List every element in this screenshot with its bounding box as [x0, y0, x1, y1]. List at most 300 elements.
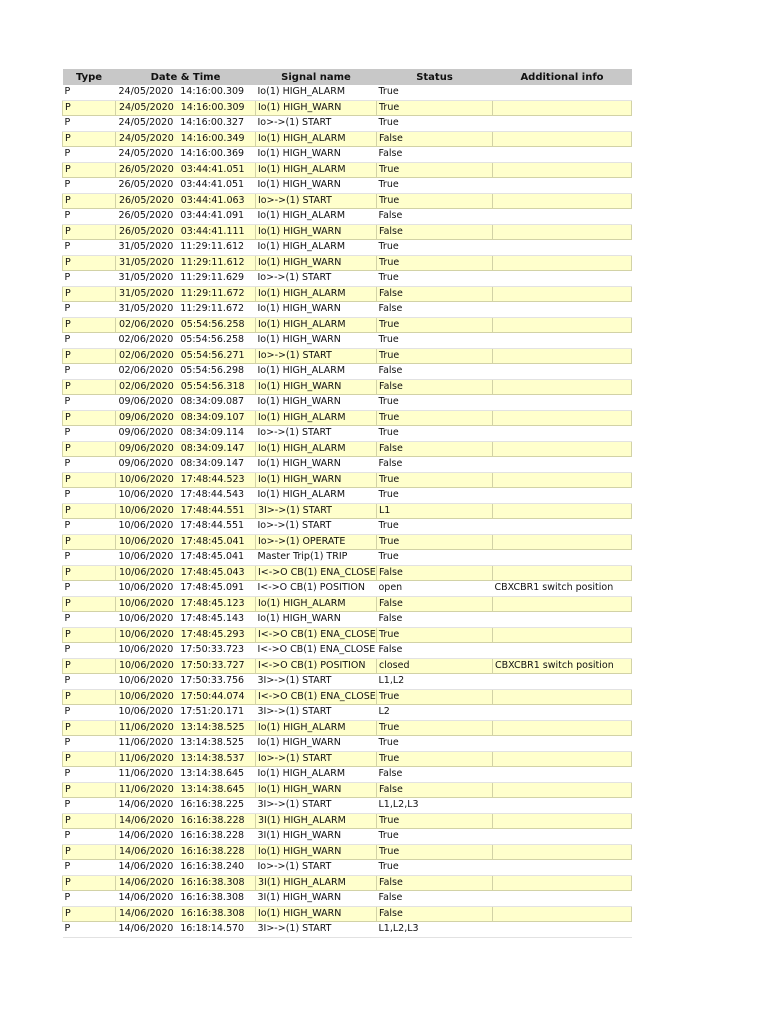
table-row	[63, 689, 632, 705]
event-date: 31/05/2020	[118, 241, 174, 253]
type-cell: P	[63, 612, 116, 628]
event-date: 26/05/2020	[118, 179, 174, 191]
event-date: 14/06/2020	[119, 907, 174, 919]
date-time-cell	[116, 736, 256, 752]
type-cell: P	[63, 798, 116, 814]
date-time-cell	[116, 767, 256, 783]
type-cell: P	[63, 224, 116, 240]
status-cell: True	[377, 519, 493, 535]
table-row	[63, 333, 632, 349]
event-date: 11/06/2020	[118, 737, 174, 749]
type-cell: P	[63, 240, 116, 256]
date-time-cell	[116, 116, 256, 132]
status-cell: False	[377, 147, 493, 163]
type-cell: P	[63, 736, 116, 752]
status-cell: True	[377, 271, 493, 287]
additional-info-cell	[493, 302, 632, 318]
event-time: 11:29:11.612	[180, 256, 245, 268]
type-cell: P	[63, 534, 116, 550]
event-date: 02/06/2020	[118, 365, 174, 377]
status-cell: False	[377, 209, 493, 225]
additional-info-cell	[493, 395, 632, 411]
event-time: 08:34:09.114	[180, 427, 245, 439]
type-cell: P	[63, 829, 116, 845]
type-cell: P	[63, 565, 116, 581]
table-row	[63, 379, 632, 395]
status-cell: False	[377, 131, 493, 147]
additional-info-cell	[493, 596, 632, 612]
additional-info-cell	[493, 798, 632, 814]
event-date: 02/06/2020	[118, 334, 174, 346]
date-time-cell	[116, 209, 256, 225]
additional-info-cell	[493, 85, 632, 100]
event-time: 11:29:11.672	[180, 303, 245, 315]
date-time-cell	[116, 705, 256, 721]
additional-info-cell	[493, 178, 632, 194]
event-date: 31/05/2020	[118, 303, 174, 315]
signal-name-cell: Io(1) HIGH_ALARM	[256, 286, 377, 302]
column-header-date-time: Date & Time	[116, 69, 256, 85]
signal-name-cell: 3I(1) HIGH_ALARM	[256, 875, 377, 891]
additional-info-cell	[493, 751, 632, 767]
signal-name-cell: Io(1) HIGH_ALARM	[256, 441, 377, 457]
signal-name-cell: Io(1) HIGH_ALARM	[256, 596, 377, 612]
event-time: 17:48:45.041	[180, 551, 245, 563]
date-time-cell	[116, 364, 256, 380]
event-date: 24/05/2020	[118, 117, 174, 129]
table-row	[63, 286, 632, 302]
event-date: 09/06/2020	[118, 427, 174, 439]
additional-info-cell	[493, 906, 632, 922]
type-cell: P	[63, 813, 116, 829]
additional-info-cell	[493, 875, 632, 891]
table-row	[63, 162, 632, 178]
table-row	[63, 798, 632, 814]
date-time-cell	[116, 193, 256, 209]
table-row	[63, 488, 632, 504]
signal-name-cell: Io(1) HIGH_ALARM	[256, 488, 377, 504]
event-time: 05:54:56.258	[180, 334, 245, 346]
status-cell: False	[377, 302, 493, 318]
type-cell: P	[63, 100, 116, 116]
date-time-cell	[116, 162, 256, 178]
signal-name-cell: Io(1) HIGH_ALARM	[256, 767, 377, 783]
status-cell: True	[377, 488, 493, 504]
status-cell: True	[377, 844, 493, 860]
table-row	[63, 271, 632, 287]
signal-name-cell: Io>->(1) START	[256, 426, 377, 442]
additional-info-cell	[493, 255, 632, 271]
type-cell: P	[63, 705, 116, 721]
additional-info-cell	[493, 503, 632, 519]
status-cell: False	[377, 364, 493, 380]
status-cell: True	[377, 472, 493, 488]
status-cell: True	[377, 162, 493, 178]
type-cell: P	[63, 906, 116, 922]
event-time: 11:29:11.612	[180, 241, 245, 253]
date-time-cell	[116, 612, 256, 628]
signal-name-cell: Io>->(1) START	[256, 271, 377, 287]
event-date: 09/06/2020	[118, 458, 174, 470]
event-date: 14/06/2020	[118, 830, 174, 842]
event-time: 13:14:38.645	[180, 783, 245, 795]
signal-name-cell: Io>->(1) START	[256, 860, 377, 876]
date-time-cell	[116, 348, 256, 364]
event-date: 09/06/2020	[118, 396, 174, 408]
additional-info-cell	[493, 410, 632, 426]
date-time-cell	[116, 891, 256, 907]
date-time-cell	[116, 488, 256, 504]
event-date: 10/06/2020	[119, 473, 174, 485]
date-time-cell	[116, 472, 256, 488]
event-date: 10/06/2020	[118, 706, 174, 718]
status-cell: True	[377, 813, 493, 829]
event-time: 14:16:00.327	[180, 117, 245, 129]
event-rows	[63, 85, 632, 937]
signal-name-cell: 3I>->(1) START	[256, 922, 377, 938]
signal-name-cell: Io(1) HIGH_WARN	[256, 255, 377, 271]
additional-info-cell	[493, 891, 632, 907]
status-cell: True	[377, 333, 493, 349]
additional-info-cell	[493, 813, 632, 829]
type-cell: P	[63, 410, 116, 426]
signal-name-cell: Io>->(1) START	[256, 519, 377, 535]
additional-info-cell	[493, 100, 632, 116]
signal-name-cell: Io(1) HIGH_WARN	[256, 457, 377, 473]
signal-name-cell: Io(1) HIGH_WARN	[256, 612, 377, 628]
additional-info-cell	[493, 736, 632, 752]
event-date: 02/06/2020	[119, 349, 174, 361]
additional-info-cell	[493, 829, 632, 845]
table-row	[63, 627, 632, 643]
event-date: 10/06/2020	[118, 489, 174, 501]
table-row	[63, 302, 632, 318]
date-time-cell	[116, 689, 256, 705]
event-date: 14/06/2020	[118, 799, 174, 811]
signal-name-cell: Io(1) HIGH_WARN	[256, 379, 377, 395]
status-cell: True	[377, 116, 493, 132]
date-time-cell	[116, 426, 256, 442]
column-header-status: Status	[377, 69, 493, 85]
event-date: 14/06/2020	[118, 923, 174, 935]
type-cell: P	[63, 457, 116, 473]
event-time: 08:34:09.107	[180, 411, 245, 423]
type-cell: P	[63, 348, 116, 364]
type-cell: P	[63, 503, 116, 519]
table-row	[63, 550, 632, 566]
event-time: 16:16:38.308	[180, 876, 245, 888]
signal-name-cell: Io(1) HIGH_ALARM	[256, 85, 377, 100]
type-cell: P	[63, 767, 116, 783]
event-date: 24/05/2020	[119, 101, 174, 113]
type-cell: P	[63, 627, 116, 643]
table-row	[63, 736, 632, 752]
event-date: 31/05/2020	[119, 256, 174, 268]
type-cell: P	[63, 472, 116, 488]
signal-name-cell: I<->O CB(1) POSITION	[256, 581, 377, 597]
event-time: 16:16:38.228	[180, 830, 245, 842]
additional-info-cell	[493, 705, 632, 721]
additional-info-cell	[493, 426, 632, 442]
table-row	[63, 193, 632, 209]
type-cell: P	[63, 596, 116, 612]
status-cell: False	[377, 875, 493, 891]
status-cell: True	[377, 395, 493, 411]
signal-name-cell: Io(1) HIGH_ALARM	[256, 317, 377, 333]
type-cell: P	[63, 441, 116, 457]
type-cell: P	[63, 658, 116, 674]
signal-name-cell: Io(1) HIGH_WARN	[256, 147, 377, 163]
table-row	[63, 596, 632, 612]
type-cell: P	[63, 922, 116, 938]
date-time-cell	[116, 922, 256, 938]
additional-info-cell	[493, 364, 632, 380]
date-time-cell	[116, 271, 256, 287]
table-row	[63, 705, 632, 721]
event-time: 16:16:38.225	[180, 799, 245, 811]
date-time-cell	[116, 147, 256, 163]
signal-name-cell: Io(1) HIGH_WARN	[256, 472, 377, 488]
status-cell: True	[377, 534, 493, 550]
event-date: 14/06/2020	[118, 892, 174, 904]
additional-info-cell	[493, 348, 632, 364]
event-date: 10/06/2020	[118, 582, 174, 594]
event-time: 08:34:09.087	[180, 396, 245, 408]
type-cell: P	[63, 891, 116, 907]
event-time: 11:29:11.629	[180, 272, 245, 284]
signal-name-cell: Io(1) HIGH_WARN	[256, 844, 377, 860]
event-date: 10/06/2020	[118, 644, 174, 656]
additional-info-cell	[493, 844, 632, 860]
status-cell: False	[377, 596, 493, 612]
type-cell: P	[63, 364, 116, 380]
status-cell: L2	[377, 705, 493, 721]
table-row	[63, 410, 632, 426]
table-row	[63, 240, 632, 256]
event-date: 10/06/2020	[119, 566, 174, 578]
additional-info-cell	[493, 782, 632, 798]
signal-name-cell: Io(1) HIGH_WARN	[256, 178, 377, 194]
date-time-cell	[116, 224, 256, 240]
signal-name-cell: Io>->(1) START	[256, 751, 377, 767]
date-time-cell	[116, 255, 256, 271]
table-row	[63, 255, 632, 271]
table-row	[63, 674, 632, 690]
status-cell: True	[377, 860, 493, 876]
event-date: 24/05/2020	[119, 132, 174, 144]
type-cell: P	[63, 488, 116, 504]
additional-info-cell	[493, 488, 632, 504]
event-time: 17:48:45.091	[180, 582, 245, 594]
event-time: 08:34:09.147	[180, 442, 245, 454]
status-cell: True	[377, 689, 493, 705]
additional-info-cell	[493, 689, 632, 705]
event-date: 26/05/2020	[119, 225, 174, 237]
type-cell: P	[63, 550, 116, 566]
event-time: 17:48:44.523	[180, 473, 245, 485]
signal-name-cell: 3I>->(1) START	[256, 674, 377, 690]
date-time-cell	[116, 906, 256, 922]
table-row	[63, 364, 632, 380]
date-time-cell	[116, 410, 256, 426]
type-cell: P	[63, 395, 116, 411]
additional-info-cell	[493, 379, 632, 395]
additional-info-cell	[493, 720, 632, 736]
event-time: 05:54:56.271	[180, 349, 245, 361]
signal-name-cell: Io(1) HIGH_ALARM	[256, 720, 377, 736]
type-cell: P	[63, 147, 116, 163]
signal-name-cell: I<->O CB(1) POSITION	[256, 658, 377, 674]
type-cell: P	[63, 317, 116, 333]
signal-name-cell: Master Trip(1) TRIP	[256, 550, 377, 566]
status-cell: True	[377, 627, 493, 643]
event-time: 17:48:44.543	[180, 489, 245, 501]
signal-name-cell: 3I>->(1) START	[256, 503, 377, 519]
table-row	[63, 767, 632, 783]
status-cell: False	[377, 767, 493, 783]
event-date: 09/06/2020	[119, 411, 174, 423]
status-cell: L1,L2,L3	[377, 922, 493, 938]
table-row	[63, 116, 632, 132]
event-time: 03:44:41.111	[180, 225, 245, 237]
status-cell: open	[377, 581, 493, 597]
table-row	[63, 100, 632, 116]
date-time-cell	[116, 441, 256, 457]
event-time: 16:18:14.570	[180, 923, 245, 935]
event-date: 14/06/2020	[119, 845, 174, 857]
signal-name-cell: Io(1) HIGH_WARN	[256, 302, 377, 318]
status-cell: False	[377, 612, 493, 628]
table-row	[63, 565, 632, 581]
date-time-cell	[116, 333, 256, 349]
additional-info-cell	[493, 674, 632, 690]
event-date: 26/05/2020	[119, 163, 174, 175]
event-date: 11/06/2020	[119, 783, 174, 795]
additional-info-cell	[493, 643, 632, 659]
additional-info-cell	[493, 286, 632, 302]
signal-name-cell: 3I(1) HIGH_WARN	[256, 829, 377, 845]
type-cell: P	[63, 426, 116, 442]
date-time-cell	[116, 798, 256, 814]
type-cell: P	[63, 875, 116, 891]
date-time-cell	[116, 550, 256, 566]
signal-name-cell: Io(1) HIGH_WARN	[256, 100, 377, 116]
date-time-cell	[116, 860, 256, 876]
date-time-cell	[116, 503, 256, 519]
status-cell: True	[377, 240, 493, 256]
date-time-cell	[116, 286, 256, 302]
signal-name-cell: I<->O CB(1) ENA_CLOSE	[256, 627, 377, 643]
signal-name-cell: 3I(1) HIGH_ALARM	[256, 813, 377, 829]
table-row	[63, 395, 632, 411]
event-date: 24/05/2020	[118, 148, 174, 160]
table-row	[63, 85, 632, 100]
status-cell: True	[377, 348, 493, 364]
type-cell: P	[63, 860, 116, 876]
date-time-cell	[116, 317, 256, 333]
event-date: 10/06/2020	[119, 535, 174, 547]
status-cell: True	[377, 736, 493, 752]
additional-info-cell	[493, 550, 632, 566]
type-cell: P	[63, 581, 116, 597]
event-date: 10/06/2020	[118, 551, 174, 563]
signal-name-cell: Io(1) HIGH_WARN	[256, 782, 377, 798]
column-header-type: Type	[63, 69, 116, 85]
status-cell: True	[377, 178, 493, 194]
signal-name-cell: 3I(1) HIGH_WARN	[256, 891, 377, 907]
date-time-cell	[116, 720, 256, 736]
event-time: 17:48:44.551	[180, 520, 245, 532]
date-time-cell	[116, 627, 256, 643]
signal-name-cell: 3I>->(1) START	[256, 705, 377, 721]
table-row	[63, 643, 632, 659]
table-row	[63, 317, 632, 333]
additional-info-cell	[493, 922, 632, 938]
event-date: 10/06/2020	[118, 675, 174, 687]
date-time-cell	[116, 534, 256, 550]
status-cell: False	[377, 286, 493, 302]
status-cell: False	[377, 565, 493, 581]
event-date: 26/05/2020	[119, 194, 174, 206]
additional-info-cell	[493, 147, 632, 163]
additional-info-cell	[493, 612, 632, 628]
table-row	[63, 224, 632, 240]
event-time: 13:14:38.645	[180, 768, 245, 780]
event-log-table	[62, 69, 632, 938]
event-time: 11:29:11.672	[180, 287, 245, 299]
event-date: 09/06/2020	[119, 442, 174, 454]
status-cell: True	[377, 255, 493, 271]
status-cell: False	[377, 643, 493, 659]
date-time-cell	[116, 302, 256, 318]
event-date: 02/06/2020	[119, 318, 174, 330]
date-time-cell	[116, 565, 256, 581]
table-row	[63, 348, 632, 364]
additional-info-cell	[493, 209, 632, 225]
event-time: 16:16:38.228	[180, 845, 245, 857]
event-time: 03:44:41.063	[180, 194, 245, 206]
type-cell: P	[63, 271, 116, 287]
table-row	[63, 922, 632, 938]
status-cell: True	[377, 751, 493, 767]
status-cell: False	[377, 891, 493, 907]
event-time: 17:50:44.074	[180, 690, 245, 702]
date-time-cell	[116, 581, 256, 597]
date-time-cell	[116, 658, 256, 674]
status-cell: True	[377, 85, 493, 100]
signal-name-cell: Io(1) HIGH_ALARM	[256, 131, 377, 147]
event-time: 17:48:45.293	[180, 628, 245, 640]
event-time: 14:16:00.369	[180, 148, 245, 160]
date-time-cell	[116, 844, 256, 860]
signal-name-cell: 3I>->(1) START	[256, 798, 377, 814]
event-time: 17:51:20.171	[180, 706, 245, 718]
additional-info-cell	[493, 240, 632, 256]
event-time: 17:50:33.727	[180, 659, 245, 671]
event-date: 31/05/2020	[118, 272, 174, 284]
table-row	[63, 875, 632, 891]
additional-info-cell	[493, 441, 632, 457]
table-row	[63, 751, 632, 767]
additional-info-cell	[493, 116, 632, 132]
signal-name-cell: I<->O CB(1) ENA_CLOSE	[256, 643, 377, 659]
additional-info-cell	[493, 162, 632, 178]
event-date: 26/05/2020	[118, 210, 174, 222]
date-time-cell	[116, 782, 256, 798]
event-date: 24/05/2020	[118, 86, 174, 98]
additional-info-cell	[493, 534, 632, 550]
signal-name-cell: Io>->(1) OPERATE	[256, 534, 377, 550]
